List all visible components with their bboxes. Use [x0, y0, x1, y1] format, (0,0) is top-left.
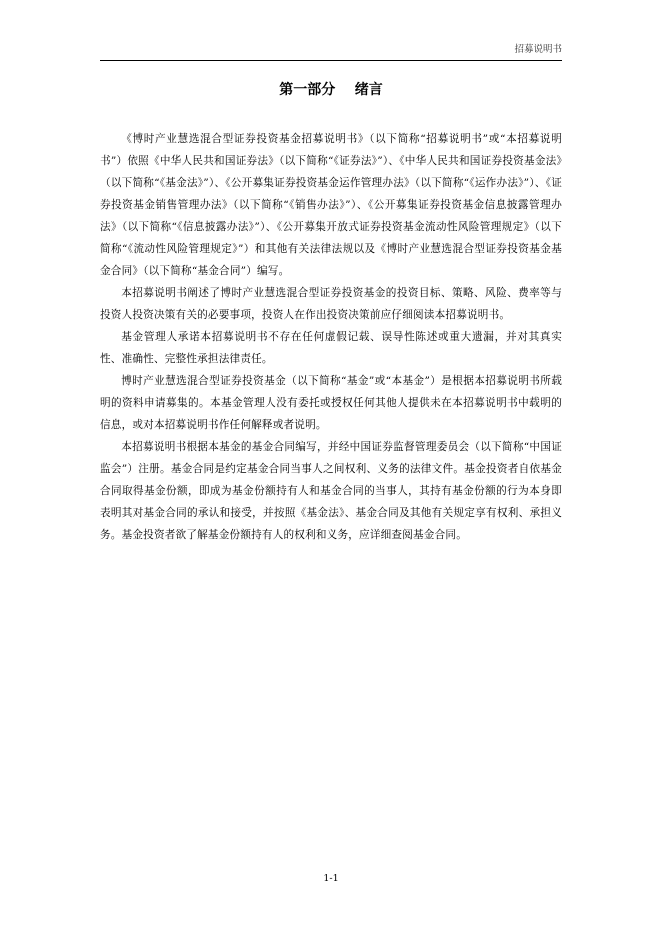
paragraph: 本招募说明书阐述了博时产业慧选混合型证券投资基金的投资目标、策略、风险、费率等与投资人投资决策有关的必要事项，投资人在作出投资决策前应仔细阅读本招募说明书。: [100, 287, 562, 321]
paragraph: 基金管理人承诺本招募说明书不存在任何虚假记载、误导性陈述或重大遗漏，并对其真实性、准确性、完整性承担法律责任。: [100, 331, 562, 365]
header-rule: [100, 60, 562, 61]
paragraph: 博时产业慧选混合型证券投资基金（以下简称“基金”或“本基金”）是根据本招募说明书所载明的资料申请募集的。本基金管理人没有委托或授权任何其他人提供未在本招募说明书中载明的信息，或对本招募说明书作任何解释或者说明。: [100, 375, 562, 431]
page-number: 1-1: [323, 873, 339, 884]
paragraph: 《博时产业慧选混合型证券投资基金招募说明书》（以下简称“招募说明书”或“本招募说明书”）依照《中华人民共和国证券法》（以下简称“《证券法》”）、《中华人民共和国证券投资基金法》（以下简称“《基金法》”）、《公开募集证券投资基金运作管理办法》（以下简称“《运作办法》”）、《证券投资基金销售管理办法》（以下简称“《销售办法》”）、《公开募集证券投资基金信息披露管理办法》（以下简称“《信息披露办法》”）、《公开募集开放式证券投资基金流动性风险管理规定》（以下简称“《流动性风险管理规定》”）和其他有关法律法规以及《博时产业慧选混合型证券投资基金基金合同》（以下简称“基金合同”）编写。: [100, 133, 562, 277]
running-header: 招募说明书: [514, 44, 562, 55]
section-title: 第一部分 绪言: [279, 82, 383, 98]
paragraph: 本招募说明书根据本基金的基金合同编写，并经中国证券监督管理委员会（以下简称“中国证监会”）注册。基金合同是约定基金合同当事人之间权利、义务的法律文件。基金投资者自依基金合同取得基金份额，即成为基金份额持有人和基金合同的当事人，其持有基金份额的行为本身即表明其对基金合同的承认和接受，并按照《基金法》、基金合同及其他有关规定享有权利、承担义务。基金投资者欲了解基金份额持有人的权利和义务，应详细查阅基金合同。: [100, 441, 562, 541]
body-text: [100, 128, 562, 546]
